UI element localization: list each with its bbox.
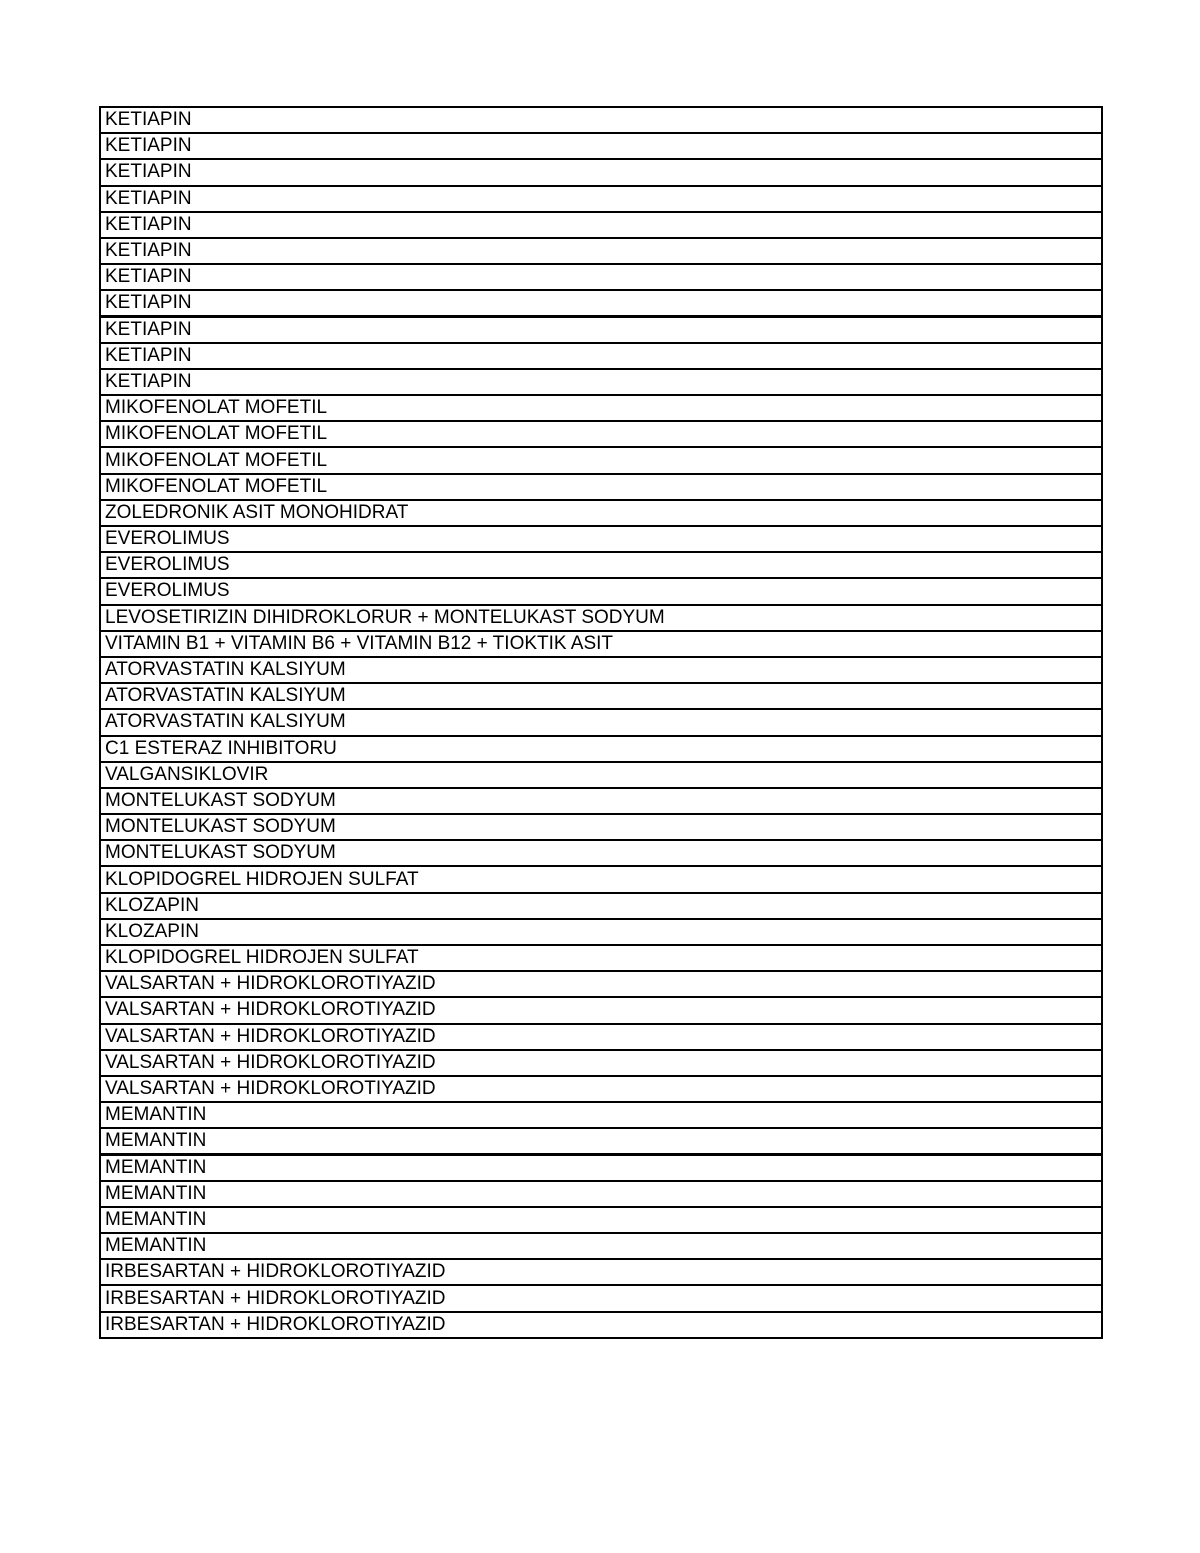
table-row: [100, 290, 1102, 316]
table-row: [100, 369, 1102, 395]
table-row: [100, 1128, 1102, 1154]
table-row: [100, 866, 1102, 892]
drug-name-cell: IRBESARTAN + HIDROKLOROTIYAZID: [100, 1285, 1102, 1311]
drug-name-cell: KETIAPIN: [100, 290, 1102, 316]
table-row: [100, 317, 1102, 343]
drug-name-cell: EVEROLIMUS: [100, 552, 1102, 578]
table-row: [100, 1102, 1102, 1128]
drug-name-cell: MEMANTIN: [100, 1181, 1102, 1207]
table-row: [100, 1155, 1102, 1181]
drug-name-cell: MEMANTIN: [100, 1128, 1102, 1154]
table-row: [100, 238, 1102, 264]
table-row: [100, 893, 1102, 919]
drug-name-cell: MIKOFENOLAT MOFETIL: [100, 474, 1102, 500]
drug-name-cell: KETIAPIN: [100, 133, 1102, 159]
table-row: [100, 1076, 1102, 1102]
table-row: [100, 447, 1102, 473]
drug-table-body: [100, 107, 1102, 1338]
table-row: [100, 788, 1102, 814]
table-row: [100, 631, 1102, 657]
drug-name-cell: MONTELUKAST SODYUM: [100, 840, 1102, 866]
table-row: [100, 552, 1102, 578]
table-row: [100, 814, 1102, 840]
drug-name-cell: VALSARTAN + HIDROKLOROTIYAZID: [100, 1024, 1102, 1050]
table-row: [100, 657, 1102, 683]
drug-name-cell: KETIAPIN: [100, 107, 1102, 133]
drug-name-cell: MONTELUKAST SODYUM: [100, 788, 1102, 814]
drug-name-cell: KETIAPIN: [100, 264, 1102, 290]
table-row: [100, 474, 1102, 500]
drug-name-cell: VALSARTAN + HIDROKLOROTIYAZID: [100, 1076, 1102, 1102]
table-row: [100, 997, 1102, 1023]
drug-name-cell: VALGANSIKLOVIR: [100, 762, 1102, 788]
table-row: [100, 264, 1102, 290]
drug-name-cell: MEMANTIN: [100, 1233, 1102, 1259]
table-row: [100, 736, 1102, 762]
table-row: [100, 159, 1102, 185]
drug-name-cell: ATORVASTATIN KALSIYUM: [100, 657, 1102, 683]
drug-name-cell: KETIAPIN: [100, 238, 1102, 264]
drug-name-cell: MIKOFENOLAT MOFETIL: [100, 395, 1102, 421]
table-row: [100, 709, 1102, 735]
drug-name-cell: KLOZAPIN: [100, 919, 1102, 945]
drug-name-cell: MIKOFENOLAT MOFETIL: [100, 421, 1102, 447]
drug-name-cell: VALSARTAN + HIDROKLOROTIYAZID: [100, 1050, 1102, 1076]
drug-name-cell: KETIAPIN: [100, 212, 1102, 238]
drug-name-cell: KLOZAPIN: [100, 893, 1102, 919]
table-row: [100, 578, 1102, 604]
table-row: [100, 1207, 1102, 1233]
drug-name-cell: VALSARTAN + HIDROKLOROTIYAZID: [100, 997, 1102, 1023]
table-row: [100, 395, 1102, 421]
table-row: [100, 421, 1102, 447]
drug-table: [99, 106, 1103, 1339]
drug-name-cell: KETIAPIN: [100, 317, 1102, 343]
table-row: [100, 1181, 1102, 1207]
drug-name-cell: EVEROLIMUS: [100, 526, 1102, 552]
drug-name-cell: MIKOFENOLAT MOFETIL: [100, 447, 1102, 473]
table-row: [100, 1312, 1102, 1338]
drug-name-cell: LEVOSETIRIZIN DIHIDROKLORUR + MONTELUKAST SODYUM: [100, 605, 1102, 631]
drug-name-cell: ZOLEDRONIK ASIT MONOHIDRAT: [100, 500, 1102, 526]
table-row: [100, 133, 1102, 159]
table-row: [100, 186, 1102, 212]
drug-name-cell: KETIAPIN: [100, 159, 1102, 185]
drug-name-cell: VITAMIN B1 + VITAMIN B6 + VITAMIN B12 + TIOKTIK ASIT: [100, 631, 1102, 657]
drug-name-cell: ATORVASTATIN KALSIYUM: [100, 709, 1102, 735]
table-row: [100, 526, 1102, 552]
drug-name-cell: VALSARTAN + HIDROKLOROTIYAZID: [100, 971, 1102, 997]
table-row: [100, 971, 1102, 997]
table-row: [100, 919, 1102, 945]
drug-name-cell: MEMANTIN: [100, 1102, 1102, 1128]
table-row: [100, 500, 1102, 526]
drug-name-cell: KETIAPIN: [100, 186, 1102, 212]
table-row: [100, 1233, 1102, 1259]
drug-name-cell: C1 ESTERAZ INHIBITORU: [100, 736, 1102, 762]
table-row: [100, 762, 1102, 788]
table-row: [100, 1024, 1102, 1050]
drug-name-cell: KETIAPIN: [100, 369, 1102, 395]
table-row: [100, 605, 1102, 631]
drug-name-cell: IRBESARTAN + HIDROKLOROTIYAZID: [100, 1312, 1102, 1338]
drug-name-cell: KETIAPIN: [100, 343, 1102, 369]
drug-name-cell: MEMANTIN: [100, 1155, 1102, 1181]
drug-name-cell: KLOPIDOGREL HIDROJEN SULFAT: [100, 945, 1102, 971]
table-row: [100, 343, 1102, 369]
drug-name-cell: MONTELUKAST SODYUM: [100, 814, 1102, 840]
drug-name-cell: ATORVASTATIN KALSIYUM: [100, 683, 1102, 709]
table-row: [100, 107, 1102, 133]
table-row: [100, 1050, 1102, 1076]
drug-name-cell: MEMANTIN: [100, 1207, 1102, 1233]
table-row: [100, 683, 1102, 709]
table-row: [100, 1285, 1102, 1311]
table-row: [100, 840, 1102, 866]
table-row: [100, 1259, 1102, 1285]
table-row: [100, 212, 1102, 238]
table-row: [100, 945, 1102, 971]
drug-name-cell: IRBESARTAN + HIDROKLOROTIYAZID: [100, 1259, 1102, 1285]
drug-name-cell: EVEROLIMUS: [100, 578, 1102, 604]
drug-name-cell: KLOPIDOGREL HIDROJEN SULFAT: [100, 866, 1102, 892]
